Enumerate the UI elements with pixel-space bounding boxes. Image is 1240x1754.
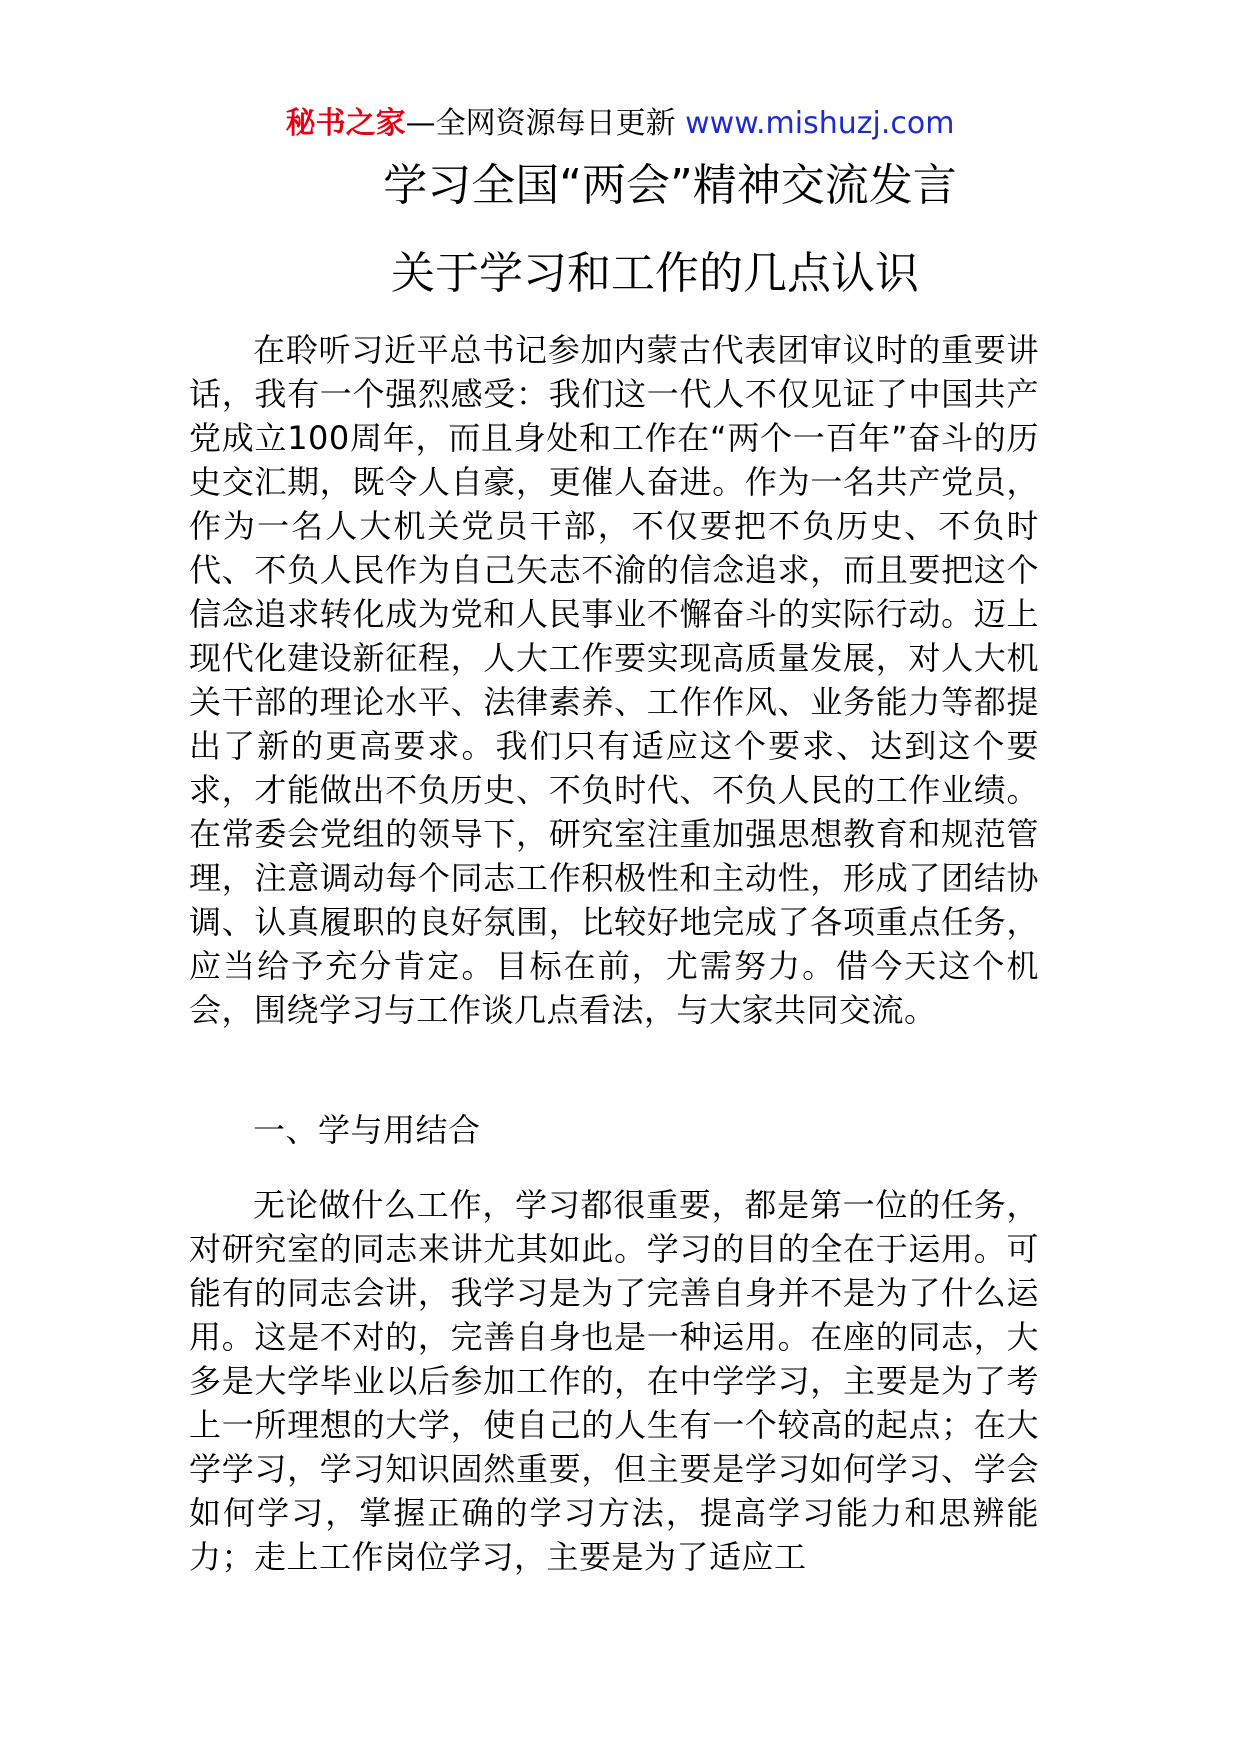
body-section-study	[189, 1183, 1039, 1579]
paragraph-study: 无论做什么工作，学习都很重要，都是第一位的任务，对研究室的同志来讲尤其如此。学习的目的全在于运用。可能有的同志会讲，我学习是为了完善自身并不是为了什么运用。这是不对的，完善自身也是一种运用。在座的同志，大多是大学毕业以后参加工作的，在中学学习，主要是为了考上一所理想的大学，使自己的人生有一个较高的起点；在大学学习，学习知识固然重要，但主要是学习如何学习、学会如何学习，掌握正确的学习方法，提高学习能力和思辨能力；走上工作岗位学习，主要是为了适应工	[189, 1186, 1039, 1576]
document-subtitle: 关于学习和工作的几点认识	[391, 248, 919, 299]
site-brand: 秘书之家	[285, 106, 406, 141]
body-section-heading	[189, 1108, 1039, 1152]
body-section-intro	[189, 328, 1039, 1032]
section-heading: 一、学与用结合	[253, 1111, 481, 1149]
document-title: 学习全国“两会”精神交流发言	[383, 160, 957, 211]
site-slogan: —全网资源每日更新	[405, 106, 676, 141]
site-url-link[interactable]: www.mishuzj.com	[685, 106, 955, 141]
paragraph-intro: 在聆听习近平总书记参加内蒙古代表团审议时的重要讲话，我有一个强烈感受：我们这一代人不仅见证了中国共产党成立100周年，而且身处和工作在“两个一百年”奋斗的历史交汇期，既令人自豪，更催人奋进。作为一名共产党员，作为一名人大机关党员干部，不仅要把不负历史、不负时代、不负人民作为自己矢志不渝的信念追求，而且要把这个信念追求转化成为党和人民事业不懈奋斗的实际行动。迈上现代化建设新征程，人大工作要实现高质量发展，对人大机关干部的理论水平、法律素养、工作作风、业务能力等都提出了新的更高要求。我们只有适应这个要求、达到这个要求，才能做出不负历史、不负时代、不负人民的工作业绩。在常委会党组的领导下，研究室注重加强思想教育和规范管理，注意调动每个同志工作积极性和主动性，形成了团结协调、认真履职的良好氛围，比较好地完成了各项重点任务，应当给予充分肯定。目标在前，尤需努力。借今天这个机会，围绕学习与工作谈几点看法，与大家共同交流。	[189, 331, 1039, 1029]
site-header	[0, 104, 1240, 144]
